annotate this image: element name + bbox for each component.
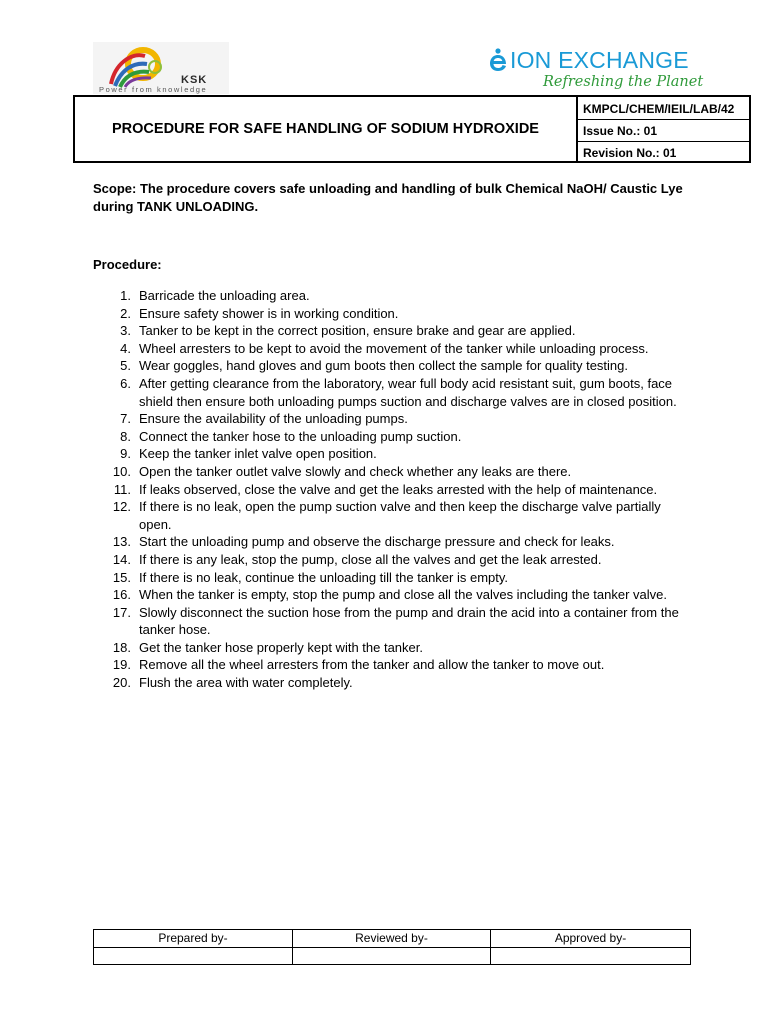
approved-by-value [491, 948, 690, 965]
step-number: 14. [112, 551, 131, 567]
step-text: Remove all the wheel arresters from the tanker and allow the tanker to move out. [139, 657, 605, 673]
procedure-step [93, 357, 693, 375]
ksk-tagline: Power from knowledge [99, 85, 208, 94]
reviewed-by-label: Reviewed by- [355, 931, 428, 945]
prepared-by-label: Prepared by- [158, 931, 228, 945]
step-number: 13. [112, 534, 131, 550]
procedure-step [93, 410, 693, 428]
prepared-by-value [94, 948, 292, 965]
step-text: Keep the tanker inlet valve open position. [139, 446, 377, 462]
procedure-step [93, 305, 693, 323]
procedure-step [93, 428, 693, 446]
step-text: Start the unloading pump and observe the discharge pressure and check for leaks. [139, 534, 615, 550]
procedure-step [93, 375, 693, 410]
step-text: Wheel arresters to be kept to avoid the movement of the tanker while unloading process. [139, 340, 649, 356]
procedure-step [93, 569, 693, 587]
document-code: KMPCL/CHEM/IEIL/LAB/42 [578, 99, 749, 120]
step-text: Flush the area with water completely. [139, 675, 353, 691]
step-number: 16. [112, 587, 131, 603]
signoff-table [93, 929, 691, 965]
step-number: 3. [120, 323, 131, 339]
step-number: 5. [120, 358, 131, 374]
step-text: Ensure safety shower is in working condition. [139, 305, 399, 321]
procedure-step [93, 656, 693, 674]
step-number: 7. [120, 411, 131, 427]
step-text: Open the tanker outlet valve slowly and check whether any leaks are there. [139, 463, 572, 479]
ion-exchange-logo [488, 44, 704, 96]
step-text: If there is any leak, stop the pump, close all the valves and get the leak arrested. [139, 551, 602, 567]
ksk-logo [93, 42, 229, 94]
step-text: Ensure the availability of the unloading pumps. [139, 411, 408, 427]
procedure-step [93, 639, 693, 657]
step-text: Slowly disconnect the suction hose from the pump and drain the acid into a container from the tanker hose. [139, 604, 679, 638]
step-number: 11. [113, 481, 131, 497]
step-number: 10. [112, 463, 131, 479]
document-title: PROCEDURE FOR SAFE HANDLING OF SODIUM HYDROXIDE [112, 121, 539, 137]
procedure-heading: Procedure: [93, 257, 162, 272]
document-meta [576, 97, 749, 161]
step-number: 15. [112, 569, 131, 585]
step-text: If leaks observed, close the valve and get the leaks arrested with the help of maintenance. [139, 481, 658, 497]
procedure-step [93, 445, 693, 463]
scope-text: Scope: The procedure covers safe unloading and handling of bulk Chemical NaOH/ Caustic Lye during TANK UNLOADING. [93, 181, 683, 214]
ksk-name: KSK [181, 74, 208, 86]
procedure-step [93, 586, 693, 604]
step-number: 12. [112, 499, 131, 515]
signoff-divider [94, 947, 690, 948]
step-text: After getting clearance from the laboratory, wear full body acid resistant suit, gum boots, face shield then ensure both unloading pumps suction and discharge valves are in closed position. [139, 375, 677, 409]
procedure-step [93, 551, 693, 569]
step-number: 2. [120, 305, 131, 321]
issue-number: Issue No.: 01 [578, 121, 749, 142]
ion-drop-icon [489, 48, 507, 72]
procedure-step [93, 287, 693, 305]
signoff-divider [490, 930, 491, 964]
procedure-step [93, 340, 693, 358]
step-text: Get the tanker hose properly kept with the tanker. [139, 639, 423, 655]
header-table [73, 95, 751, 163]
procedure-step [93, 481, 693, 499]
procedure-step [93, 463, 693, 481]
procedure-step [93, 604, 693, 639]
step-text: If there is no leak, continue the unloading till the tanker is empty. [139, 569, 509, 585]
step-number: 4. [120, 340, 131, 356]
step-number: 17. [112, 604, 131, 620]
procedure-step [93, 674, 693, 692]
step-number: 8. [120, 428, 131, 444]
reviewed-by-value [293, 948, 490, 965]
step-number: 19. [112, 657, 131, 673]
ion-tagline: Refreshing the Planet [543, 74, 704, 90]
step-text: If there is no leak, open the pump suction valve and then keep the discharge valve partially open. [139, 499, 661, 532]
ion-brand-name: ION EXCHANGE [510, 47, 689, 73]
step-text: Tanker to be kept in the correct position, ensure brake and gear are applied. [139, 323, 576, 339]
procedure-step [93, 322, 693, 340]
procedure-step [93, 498, 693, 533]
procedure-step [93, 533, 693, 551]
procedure-steps [93, 287, 693, 692]
step-text: Barricade the unloading area. [139, 288, 310, 303]
revision-number: Revision No.: 01 [583, 146, 677, 160]
signoff-divider [292, 930, 293, 964]
step-number: 20. [112, 675, 131, 691]
step-text: When the tanker is empty, stop the pump and close all the valves including the tanker valve. [139, 587, 667, 603]
step-text: Wear goggles, hand gloves and gum boots then collect the sample for quality testing. [139, 358, 628, 374]
step-number: 9. [120, 446, 131, 462]
step-number: 1. [120, 288, 131, 303]
step-number: 18. [112, 639, 131, 655]
step-number: 6. [120, 375, 131, 391]
step-text: Connect the tanker hose to the unloading pump suction. [139, 428, 462, 444]
approved-by-label: Approved by- [554, 931, 627, 945]
